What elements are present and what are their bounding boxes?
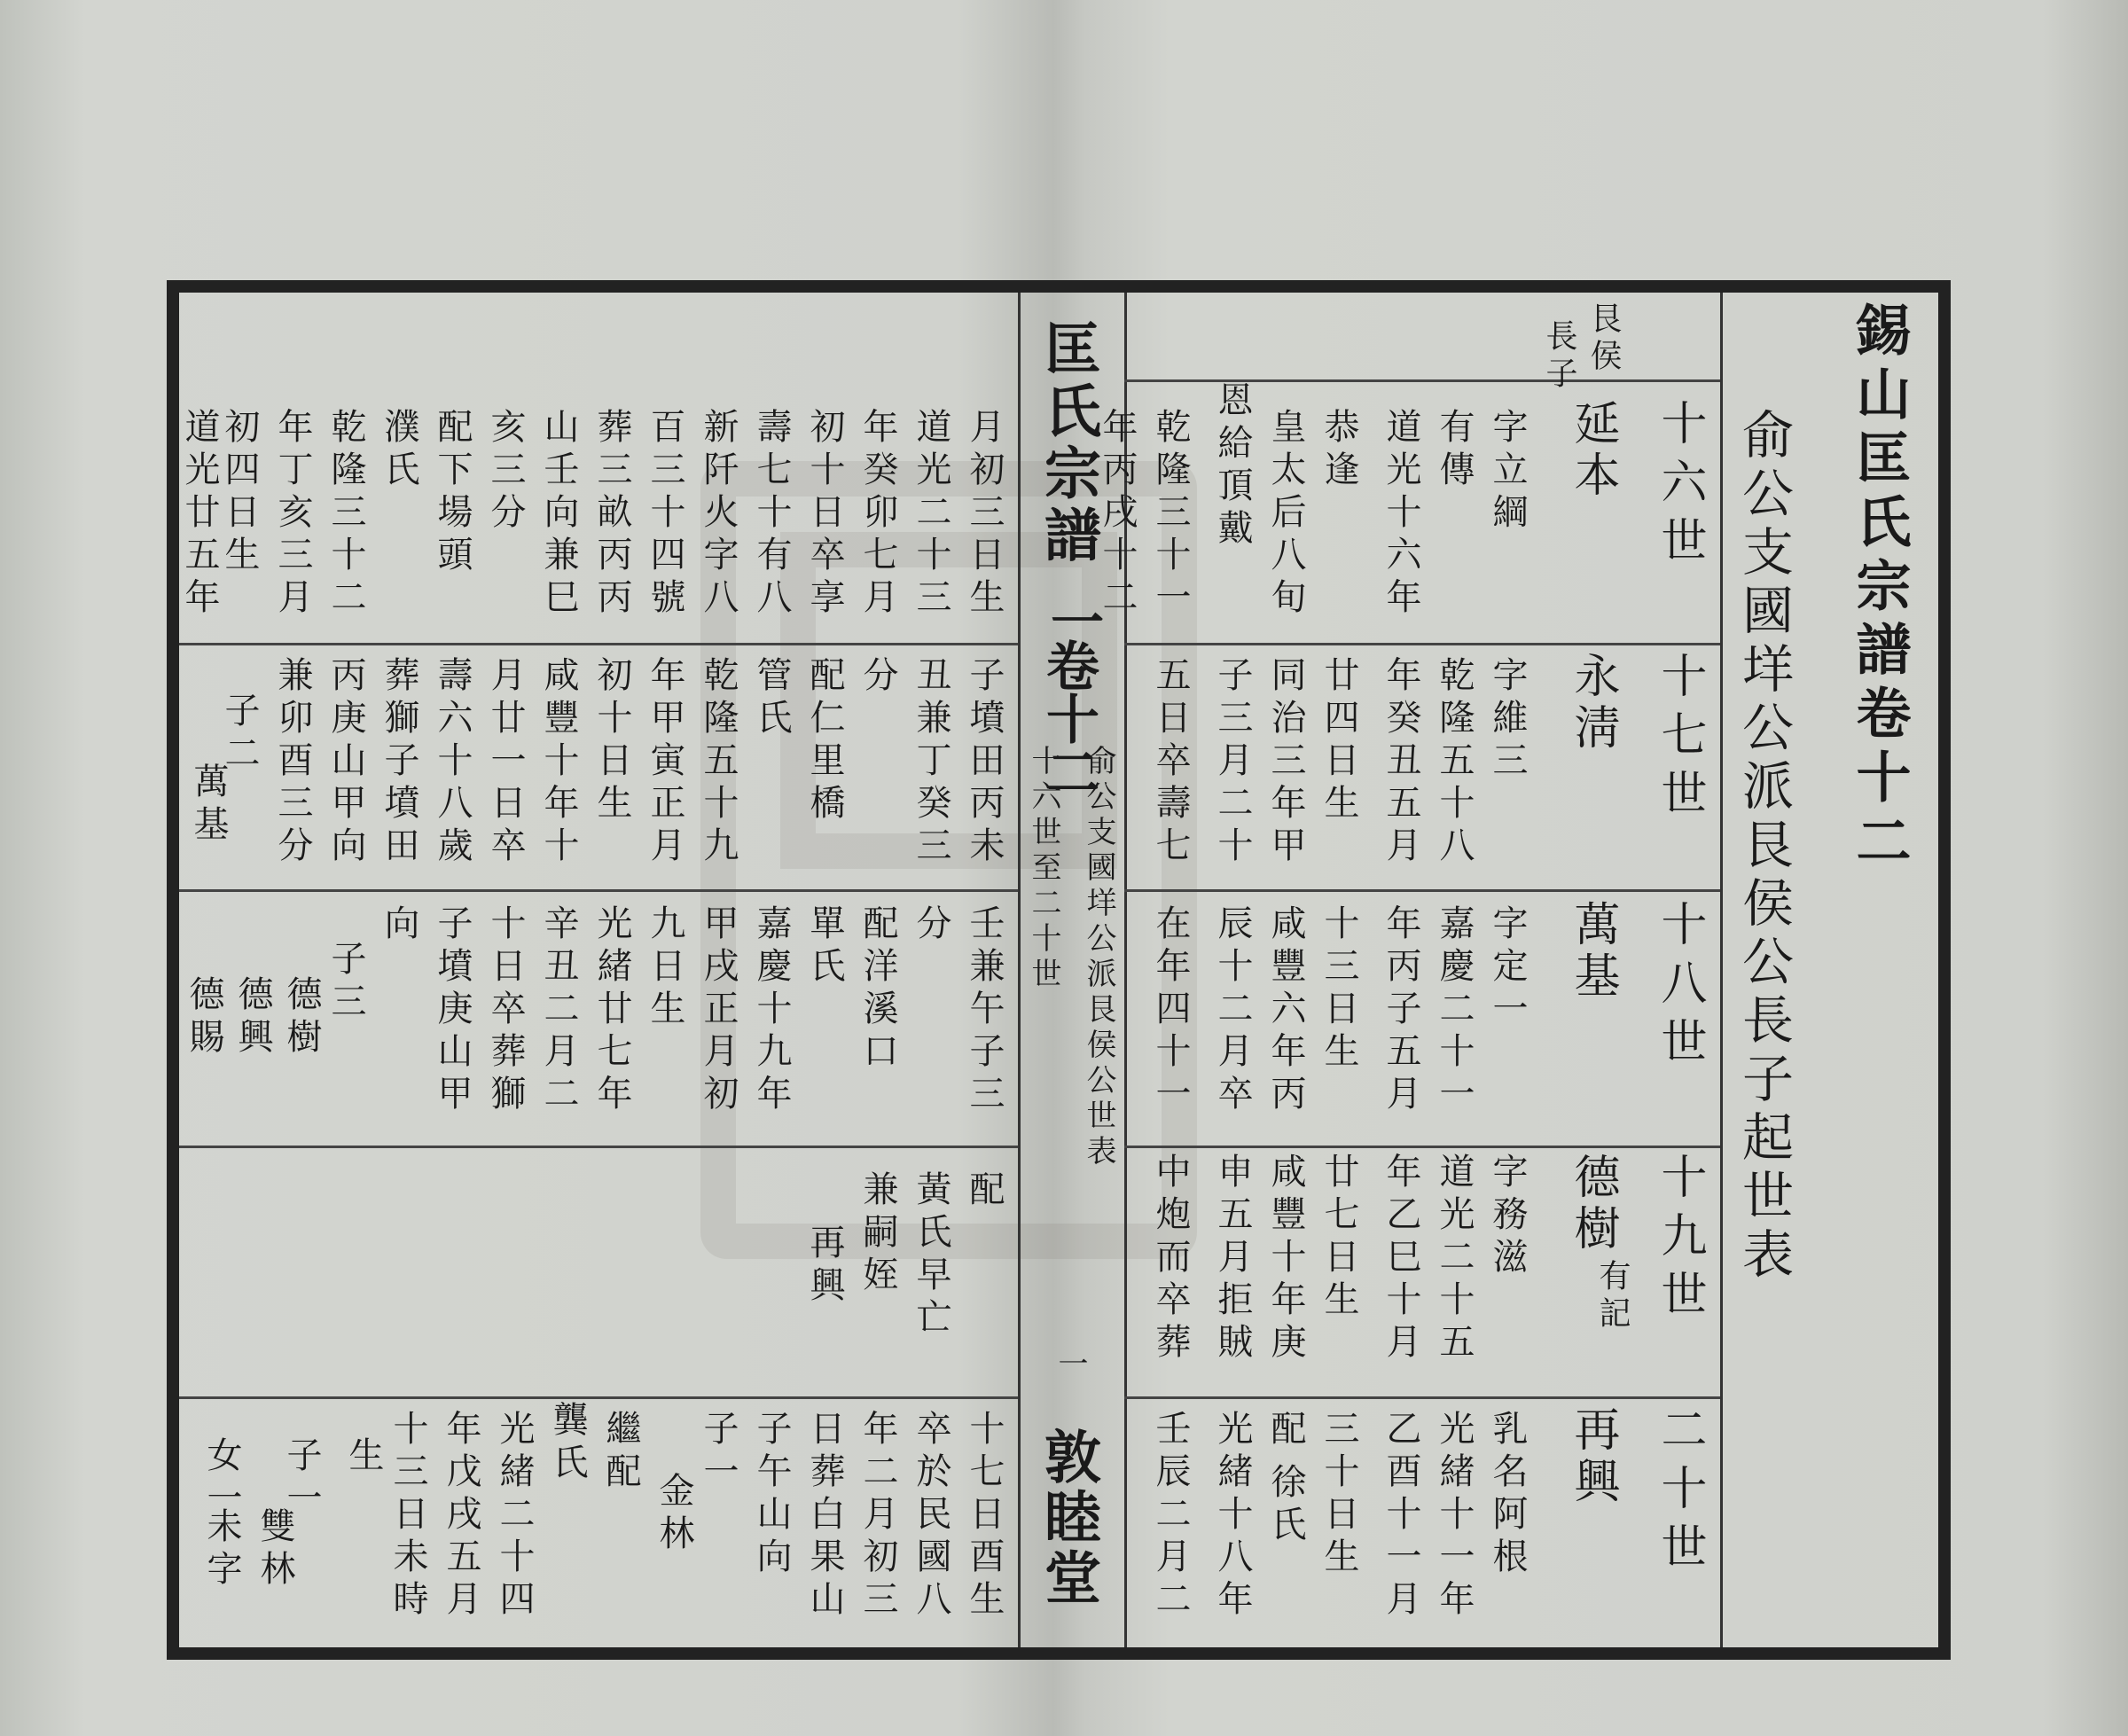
detail-19-4: 廿七日生 <box>1318 1153 1359 1323</box>
detail-20-4: 三十日生 <box>1318 1410 1359 1580</box>
left-r1-c1: 月初三日生 <box>964 408 1005 621</box>
left-r1-c12: 濮氏 <box>379 408 419 493</box>
detail-19-1: 字務滋 <box>1487 1153 1528 1280</box>
left-r3-c15: 德興 <box>232 975 273 1060</box>
detail-17-5: 同治三年甲 <box>1265 656 1306 869</box>
detail-19-7: 中炮而卒葬 <box>1150 1153 1191 1365</box>
left-r3-c4: 單氏 <box>804 904 845 989</box>
generation-header-19: 十九世 <box>1653 1153 1706 1328</box>
detail-20-8: 壬辰二月二 <box>1150 1410 1191 1623</box>
volume-title: 錫山匡氏宗譜卷十二 <box>1847 301 1912 876</box>
left-r1-c8: 葬三畝丙丙 <box>591 408 632 621</box>
detail-16-8: 年丙戌十二 <box>1097 408 1138 621</box>
left-r5-c8: 繼配 <box>600 1410 641 1495</box>
left-r1-c14: 年丁亥三月 <box>272 408 313 621</box>
left-r2-c14: 兼卯酉三分 <box>272 656 313 869</box>
left-r3-c11: 子墳庚山甲 <box>432 904 473 1117</box>
left-r1-c7: 百三十四號 <box>645 408 685 621</box>
left-r3-c1: 壬兼午子三 <box>964 904 1005 1117</box>
left-r2-c8: 初十日生 <box>591 656 632 826</box>
detail-19-5: 咸豐十年庚 <box>1265 1153 1306 1365</box>
detail-19-6: 申五月拒賊 <box>1212 1153 1253 1365</box>
left-r5-c13: 生 <box>343 1436 384 1479</box>
left-r5-c2: 卒於民國八 <box>911 1410 951 1623</box>
detail-17-2: 乾隆五十八 <box>1434 656 1475 869</box>
center-page-number: 一 <box>1052 1348 1088 1383</box>
left-r2-c10: 月廿一日卒 <box>485 656 526 869</box>
row-rule-l1 <box>179 643 1018 645</box>
detail-19-3: 年乙巳十月 <box>1381 1153 1421 1365</box>
left-r3-c7: 九日生 <box>645 904 685 1032</box>
left-r2-c13: 丙庚山甲向 <box>325 656 366 869</box>
left-r1-c11: 配下場頭 <box>432 408 473 578</box>
detail-20-1: 乳名阿根 <box>1487 1410 1528 1580</box>
left-r2-c11: 壽六十八歲 <box>432 656 473 869</box>
detail-20-3: 乙酉十一月 <box>1381 1410 1421 1623</box>
generation-header-16: 十六世 <box>1653 399 1706 575</box>
left-r5-c5: 子午山向 <box>751 1410 792 1580</box>
hall-name: 敦睦堂 <box>1035 1427 1101 1608</box>
left-r4-c3: 兼嗣姪 <box>857 1170 898 1298</box>
detail-17-6: 子三月二十 <box>1212 656 1253 869</box>
person-name-17: 永淸 <box>1566 652 1619 755</box>
left-r5-c1: 十七日酉生 <box>964 1410 1005 1623</box>
detail-19-2: 道光二十五 <box>1434 1153 1475 1365</box>
left-r5-c12: 十三日未時 <box>387 1410 428 1623</box>
left-r1-c5: 壽七十有八 <box>751 408 792 621</box>
left-r4-c4: 再興 <box>804 1224 845 1309</box>
row-rule-l3 <box>179 1146 1018 1148</box>
left-r1-c9: 山壬向兼巳 <box>538 408 579 621</box>
left-r3-c6: 甲戌正月初 <box>698 904 739 1117</box>
left-r3-c12: 向 <box>379 904 419 947</box>
center-volume-mark: 一 <box>1042 594 1104 647</box>
left-r4-c1: 配 <box>964 1170 1005 1213</box>
left-r3-c9: 辛丑二月二 <box>538 904 579 1117</box>
left-r1-c2: 道光二十三 <box>911 408 951 621</box>
detail-20-6: 徐氏 <box>1265 1463 1306 1548</box>
detail-16-2: 有傳 <box>1434 408 1475 493</box>
left-r2-c3: 分 <box>857 656 898 699</box>
left-r2-c6: 乾隆五十九 <box>698 656 739 869</box>
person-note-19: 有記 <box>1594 1259 1631 1333</box>
ancestor-name: 艮侯 <box>1585 301 1622 376</box>
person-name-20: 再興 <box>1566 1405 1619 1508</box>
left-r1-c4: 初十日卒享 <box>804 408 845 621</box>
detail-18-4: 十三日生 <box>1318 904 1359 1075</box>
left-r1-c15: 初四日生 <box>219 408 260 578</box>
left-r5-c10: 光緒二十四 <box>494 1410 535 1623</box>
center-branch-table: 俞公支國垟公派艮侯公世表 <box>1081 745 1116 1170</box>
detail-17-4: 廿四日生 <box>1318 656 1359 826</box>
left-r1-c13: 乾隆三十二 <box>325 408 366 621</box>
frame-top-rule <box>167 280 1951 293</box>
row-rule-r2 <box>1124 643 1720 645</box>
person-name-19: 德樹 <box>1566 1153 1619 1255</box>
left-r2-c16: 萬基 <box>188 762 229 848</box>
left-r5-c16: 女一 <box>201 1436 242 1521</box>
left-r5-c3: 年二月初三 <box>857 1410 898 1623</box>
left-r2-c12: 葬獅子墳田 <box>379 656 419 869</box>
left-r3-c14: 德樹 <box>281 975 322 1060</box>
left-r2-c1: 子墳田丙未 <box>964 656 1005 869</box>
detail-16-3: 道光十六年 <box>1381 408 1421 621</box>
generation-header-18: 十八世 <box>1653 900 1706 1075</box>
detail-16-5: 皇太后八旬 <box>1265 408 1306 621</box>
detail-17-7: 五日卒壽七 <box>1150 656 1191 869</box>
row-rule-r3 <box>1124 889 1720 892</box>
detail-18-1: 字定一 <box>1487 904 1528 1032</box>
detail-20-5: 配 <box>1265 1410 1306 1452</box>
detail-20-2: 光緒十一年 <box>1434 1410 1475 1623</box>
left-r3-c3: 配洋溪口 <box>857 904 898 1075</box>
left-r2-c7: 年甲寅正月 <box>645 656 685 869</box>
left-r5-c14: 子一 <box>281 1436 322 1521</box>
detail-17-3: 年癸丑五月 <box>1381 656 1421 869</box>
left-r3-c16: 德賜 <box>184 975 224 1060</box>
left-r5-c9: 龔氏 <box>547 1401 588 1486</box>
fold-line-left <box>1018 293 1021 1647</box>
detail-18-7: 在年四十一 <box>1150 904 1191 1117</box>
left-r1-c3: 年癸卯七月 <box>857 408 898 621</box>
left-r1-c10: 亥三分 <box>485 408 526 536</box>
detail-18-2: 嘉慶二十一 <box>1434 904 1475 1117</box>
left-r3-c10: 十日卒葬獅 <box>485 904 526 1117</box>
left-r2-c2: 丑兼丁癸三 <box>911 656 951 869</box>
center-title: 匡氏宗譜 <box>1035 319 1101 567</box>
ancestor-relation: 長子 <box>1541 319 1577 394</box>
table-subtitle: 俞公支國垟公派艮侯公長子起世表 <box>1733 408 1794 1286</box>
row-rule-l4 <box>179 1396 1018 1399</box>
left-r2-c5: 管氏 <box>751 656 792 741</box>
left-r5-c17: 未字 <box>201 1507 242 1592</box>
left-r5-c6: 子一 <box>698 1410 739 1495</box>
left-r5-c15: 雙林 <box>254 1507 295 1592</box>
left-r3-c8: 光緒廿七年 <box>591 904 632 1117</box>
left-r2-c4: 配仁里橋 <box>804 656 845 826</box>
generation-header-17: 十七世 <box>1653 652 1706 827</box>
left-r3-c13: 子三 <box>325 940 366 1025</box>
left-r1-c6: 新阡火字八 <box>698 408 739 621</box>
left-r5-c4: 日葬白果山 <box>804 1410 845 1623</box>
detail-20-7: 光緒十八年 <box>1212 1410 1253 1623</box>
detail-16-4: 恭逢 <box>1318 408 1359 493</box>
detail-16-1: 字立綱 <box>1487 408 1528 536</box>
detail-16-6: 恩給頂戴 <box>1212 381 1253 551</box>
row-rule-l2 <box>179 889 1018 892</box>
title-column-divider <box>1720 293 1723 1647</box>
detail-17-1: 字維三 <box>1487 656 1528 784</box>
center-generation-range: 十六世至二十世 <box>1026 745 1061 993</box>
left-r3-c5: 嘉慶十九年 <box>751 904 792 1117</box>
frame-bottom-rule <box>167 1647 1951 1660</box>
left-r5-c11: 年戊戌五月 <box>441 1410 481 1623</box>
row-rule-r5 <box>1124 1396 1720 1399</box>
left-r3-c2: 分 <box>911 904 951 947</box>
left-r2-c9: 咸豐十年十 <box>538 656 579 869</box>
detail-16-7: 乾隆三十一 <box>1150 408 1191 621</box>
person-name-18: 萬基 <box>1566 900 1619 1003</box>
detail-18-3: 年丙子五月 <box>1381 904 1421 1117</box>
left-r2-c15: 子二 <box>219 692 260 777</box>
row-rule-r4 <box>1124 1146 1720 1148</box>
generation-header-20: 二十世 <box>1653 1405 1706 1581</box>
person-name-16: 延本 <box>1566 399 1619 502</box>
left-r1-c16: 道光廿五年 <box>179 408 220 621</box>
left-r4-c2: 黃氏早亡 <box>911 1170 951 1341</box>
detail-18-5: 咸豐六年丙 <box>1265 904 1306 1117</box>
left-r5-c7: 金林 <box>653 1472 694 1557</box>
center-volume-number: 卷十二 <box>1037 638 1099 798</box>
detail-18-6: 辰十二月卒 <box>1212 904 1253 1117</box>
